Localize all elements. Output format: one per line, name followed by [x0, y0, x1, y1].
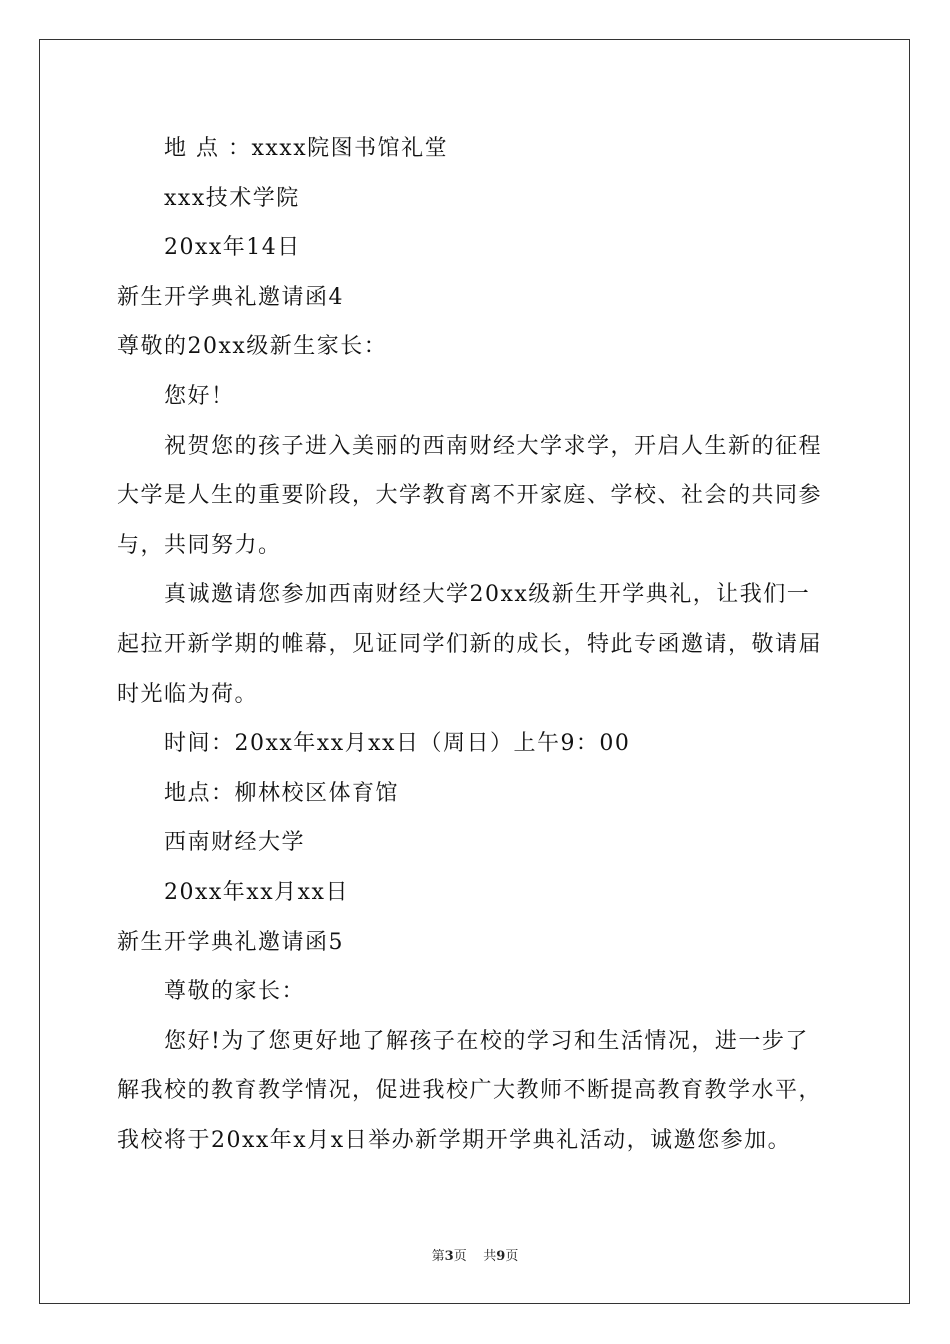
- text-line: 时光临为荷。: [117, 681, 259, 707]
- page-prefix: 第: [431, 1249, 445, 1264]
- text-line: xxx技术学院: [164, 185, 300, 211]
- greeting: 您好！: [164, 383, 235, 409]
- salutation: 尊敬的20xx级新生家长：: [117, 334, 388, 360]
- page-current: 3: [444, 1249, 454, 1264]
- text-line: 与，共同努力。: [117, 532, 282, 558]
- signature-organization: 西南财经大学: [164, 830, 306, 856]
- total-suffix: 页: [505, 1249, 519, 1264]
- document-body: [117, 124, 837, 1165]
- text-line: 起拉开新学期的帷幕，见证同学们新的成长，特此专函邀请，敬请届: [117, 631, 823, 657]
- salutation: 尊敬的家长：: [164, 979, 306, 1005]
- page-total: 9: [496, 1249, 506, 1264]
- signature-date: 20xx年xx月xx日: [164, 879, 349, 905]
- section-heading: 新生开学典礼邀请函4: [117, 284, 344, 310]
- text-line: 大学是人生的重要阶段，大学教育离不开家庭、学校、社会的共同参: [117, 483, 823, 509]
- text-line: 地 点 ：xxxx院图书馆礼堂: [164, 136, 449, 161]
- text-line: 祝贺您的孩子进入美丽的西南财经大学求学，开启人生新的征程: [164, 433, 823, 459]
- event-time: 时间：20xx年xx月xx日（周日）上午9：00: [164, 731, 631, 757]
- page-footer: [0, 1248, 950, 1266]
- total-prefix: 共: [483, 1249, 497, 1264]
- page-suffix: 页: [453, 1249, 467, 1264]
- event-location: 地点：柳林校区体育馆: [164, 780, 400, 806]
- text-line: 解我校的教育教学情况，促进我校广大教师不断提高教育教学水平，: [117, 1078, 823, 1104]
- text-line: 20xx年14日: [164, 235, 301, 261]
- text-line: 我校将于20xx年x月x日举办新学期开学典礼活动，诚邀您参加。: [117, 1127, 792, 1153]
- section-heading: 新生开学典礼邀请函5: [117, 929, 344, 955]
- text-line: 您好!为了您更好地了解孩子在校的学习和生活情况，进一步了: [164, 1028, 809, 1054]
- text-line: 真诚邀请您参加西南财经大学20xx级新生开学典礼，让我们一: [164, 582, 811, 608]
